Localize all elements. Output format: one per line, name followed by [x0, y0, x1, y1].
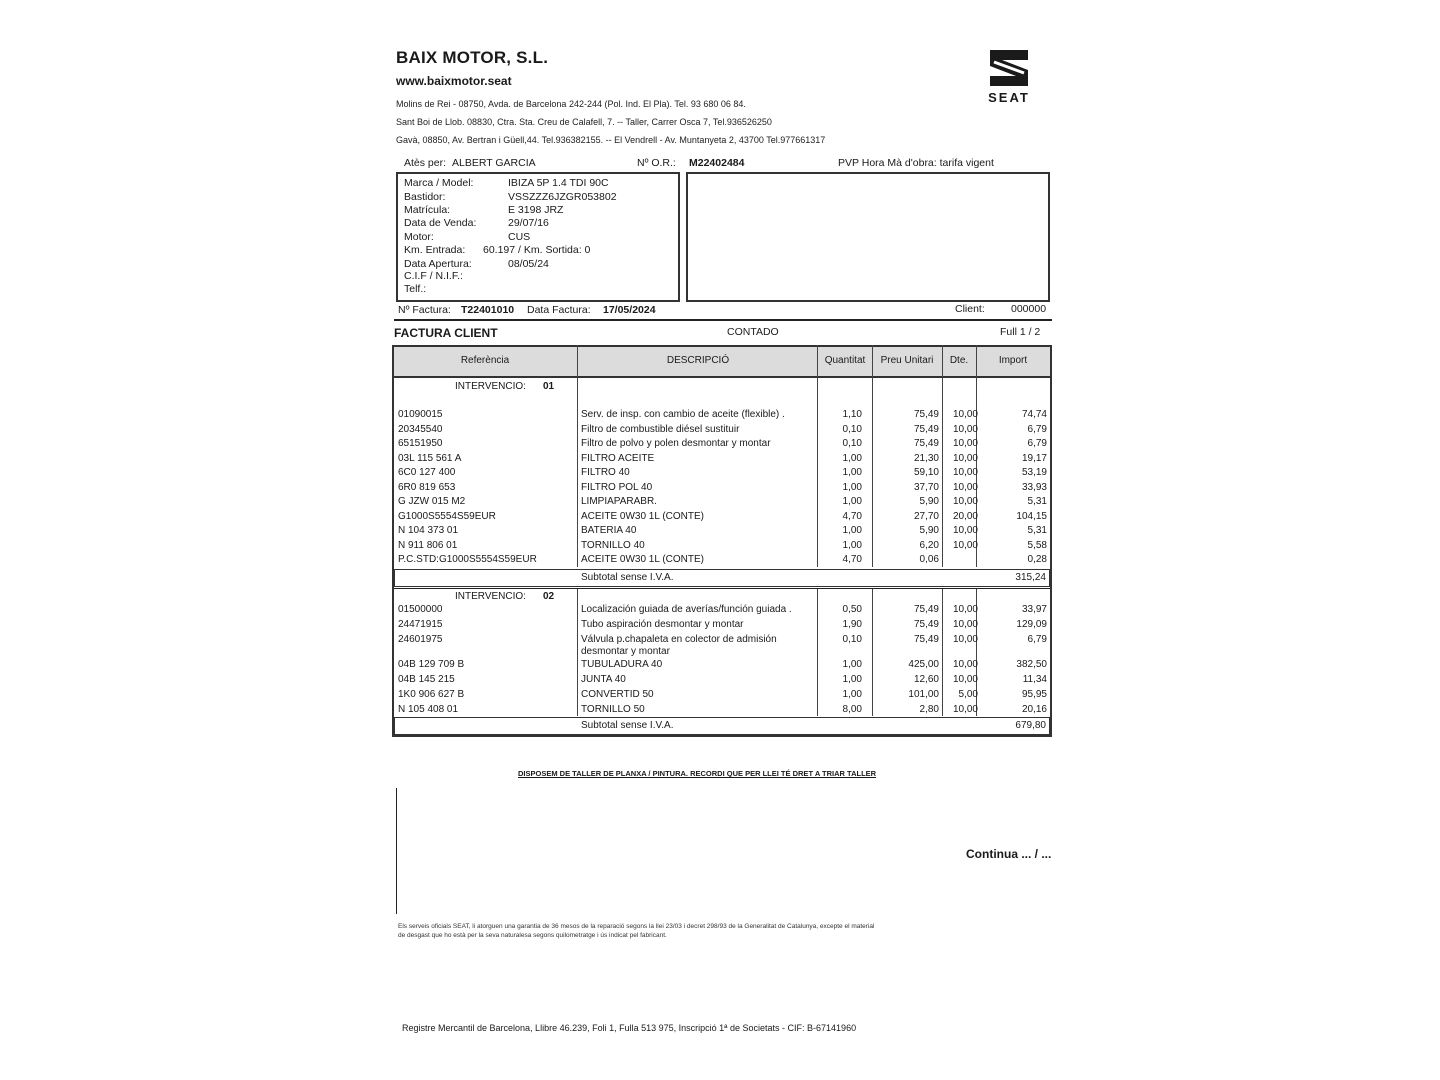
- row-unit-price: 2,80: [919, 704, 939, 715]
- row-reference: G1000S5554S59EUR: [398, 510, 496, 522]
- invoice-title: FACTURA CLIENT: [394, 326, 498, 340]
- row-quantity: 0,50: [842, 604, 862, 615]
- row-amount: 104,15: [1016, 510, 1047, 522]
- row-reference: 01500000: [398, 604, 443, 615]
- row-reference: 03L 115 561 A: [398, 452, 462, 464]
- column-divider: [577, 588, 578, 716]
- row-quantity: 0,10: [842, 423, 862, 435]
- row-unit-price: 0,06: [919, 554, 939, 565]
- notes-box: [686, 172, 1050, 302]
- row-quantity: 1,00: [842, 674, 862, 685]
- row-quantity: 1,00: [842, 689, 862, 700]
- row-quantity: 0,10: [842, 634, 862, 645]
- row-quantity: 1,10: [842, 409, 862, 420]
- intervention-label: INTERVENCIO:: [455, 381, 526, 392]
- row-description: TORNILLO 50: [581, 704, 645, 715]
- row-discount: 10,00: [952, 539, 978, 551]
- row-reference: G JZW 015 M2: [398, 496, 466, 507]
- company-name: BAIX MOTOR, S.L.: [396, 48, 549, 67]
- row-unit-price: 425,00: [908, 659, 939, 670]
- invoice-number-label: Nº Factura:: [398, 304, 451, 316]
- row-amount: 53,19: [1021, 467, 1047, 478]
- company-address-3: Gavà, 08850, Av. Bertran i Güell,44. Tel.936382155. -- El Vendrell - Av. Muntanyeta 2, 43700 Tel.977661317: [396, 135, 826, 145]
- row-amount: 0,28: [1027, 554, 1047, 565]
- column-divider: [577, 345, 578, 567]
- row-unit-price: 75,49: [913, 438, 939, 449]
- vehicle-label: Bastidor:: [404, 191, 446, 203]
- row-quantity: 4,70: [842, 510, 862, 522]
- row-description: Filtro de combustible diésel sustituir: [581, 423, 740, 435]
- row-description: Localización guiada de averías/función guiada .: [581, 604, 792, 615]
- vehicle-value: 60.197 / Km. Sortida: 0: [483, 244, 591, 256]
- attended-label: Atès per:: [404, 157, 447, 169]
- client-number: 000000: [1011, 303, 1047, 315]
- row-description: FILTRO ACEITE: [581, 452, 655, 464]
- vehicle-value: E 3198 JRZ: [508, 204, 564, 216]
- row-amount: 20,16: [1021, 704, 1047, 715]
- row-discount: 10,00: [952, 423, 978, 435]
- row-reference: 65151950: [398, 438, 443, 449]
- row-reference: N 911 806 01: [398, 539, 458, 551]
- row-description: ACEITE 0W30 1L (CONTE): [581, 510, 704, 522]
- guarantee-line-1: Els serveis oficials SEAT, li atorguen una garantia de 36 mesos de la reparació segons la llei 23/03 i decret 298/93 de la Generalitat de Catalunya, excepte el material: [398, 923, 875, 930]
- row-amount: 74,74: [1021, 409, 1047, 420]
- row-unit-price: 75,49: [913, 634, 939, 645]
- row-description: FILTRO 40: [581, 467, 630, 478]
- row-discount: 10,00: [952, 604, 978, 615]
- row-discount: 10,00: [952, 467, 978, 478]
- row-description: TUBULADURA 40: [581, 659, 663, 670]
- vehicle-label: Data de Venda:: [404, 217, 477, 229]
- row-quantity: 1,00: [842, 452, 862, 464]
- subtotal-value: 679,80: [1015, 720, 1046, 731]
- row-unit-price: 75,49: [913, 409, 939, 420]
- row-reference: 6R0 819 653: [398, 481, 456, 493]
- row-description-continued: desmontar y montar: [581, 646, 670, 657]
- vehicle-label: Km. Entrada:: [404, 244, 466, 256]
- workshop-notice: DISPOSEM DE TALLER DE PLANXA / PINTURA. RECORDI QUE PER LLEI TÉ DRET A TRIAR TALLER: [518, 769, 877, 778]
- divider: [394, 588, 1050, 589]
- or-number: M22402484: [689, 157, 745, 169]
- row-discount: 10,00: [952, 704, 978, 715]
- row-reference: 04B 129 709 B: [398, 659, 465, 670]
- vehicle-label: C.I.F / N.I.F.:: [404, 270, 463, 282]
- row-quantity: 0,10: [842, 438, 862, 449]
- row-amount: 6,79: [1027, 423, 1047, 435]
- row-discount: 10,00: [952, 674, 978, 685]
- row-amount: 11,34: [1022, 674, 1047, 685]
- row-reference: 6C0 127 400: [398, 467, 456, 478]
- seat-logo: [972, 48, 1046, 110]
- row-amount: 5,31: [1027, 496, 1047, 507]
- header-quantity: Quantitat: [824, 355, 866, 366]
- row-unit-price: 27,70: [913, 510, 939, 522]
- company-website: www.baixmotor.seat: [396, 74, 512, 88]
- brand-wordmark: SEAT: [988, 90, 1030, 105]
- continued-label: Continua ... / ...: [966, 847, 1052, 861]
- row-description: CONVERTID 50: [581, 689, 654, 700]
- margin-line: [396, 788, 397, 914]
- row-discount: 10,00: [952, 525, 978, 536]
- row-reference: P.C.STD:G1000S5554S59EUR: [398, 554, 537, 565]
- row-quantity: 1,00: [842, 539, 862, 551]
- intervention-number: 02: [543, 591, 555, 602]
- row-unit-price: 101,00: [908, 689, 939, 700]
- row-description: JUNTA 40: [581, 674, 626, 685]
- row-amount: 6,79: [1027, 634, 1047, 645]
- row-amount: 33,97: [1021, 604, 1047, 615]
- row-discount: 10,00: [952, 409, 978, 420]
- row-reference: 1K0 906 627 B: [398, 689, 465, 700]
- row-unit-price: 5,90: [919, 496, 939, 507]
- row-quantity: 1,00: [842, 481, 862, 493]
- row-quantity: 1,00: [842, 659, 862, 670]
- row-unit-price: 21,30: [913, 452, 939, 464]
- vehicle-value: 29/07/16: [508, 217, 549, 229]
- row-unit-price: 75,49: [913, 423, 939, 435]
- vehicle-label: Matrícula:: [404, 204, 451, 216]
- subtotal-row: [394, 717, 1050, 735]
- row-reference: 24471915: [398, 619, 443, 630]
- row-reference: 01090015: [398, 409, 443, 420]
- header-reference: Referència: [460, 355, 510, 366]
- guarantee-line-2: de desgast que ho està per la seva naturalesa segons quilometratge i ús indicat pel fabricant.: [398, 932, 667, 939]
- vehicle-label: Data Apertura:: [404, 258, 472, 270]
- row-discount: 10,00: [952, 438, 978, 449]
- row-discount: 10,00: [952, 452, 978, 464]
- vehicle-value: VSSZZZ6JZGR053802: [508, 191, 617, 203]
- invoice-date: 17/05/2024: [603, 304, 656, 316]
- row-discount: 20,00: [952, 510, 978, 522]
- company-address-1: Molins de Rei - 08750, Avda. de Barcelona 242-244 (Pol. Ind. El Pla). Tel. 93 680 06 84.: [396, 99, 746, 109]
- row-unit-price: 75,49: [913, 604, 939, 615]
- registry-info: Registre Mercantil de Barcelona, Llibre 46.239, Foli 1, Fulla 513 975, Inscripció 1ª de Societats - CIF: B-67141960: [402, 1023, 857, 1033]
- intervention-number: 01: [543, 381, 555, 392]
- row-description: TORNILLO 40: [581, 539, 645, 551]
- vehicle-value: 08/05/24: [508, 258, 549, 270]
- intervention-label: INTERVENCIO:: [455, 591, 526, 602]
- subtotal-value: 315,24: [1015, 572, 1046, 583]
- vehicle-label: Marca / Model:: [404, 177, 474, 189]
- payment-type: CONTADO: [727, 326, 779, 338]
- row-reference: 20345540: [398, 423, 443, 435]
- row-description: Filtro de polvo y polen desmontar y montar: [581, 438, 771, 449]
- subtotal-label: Subtotal sense I.V.A.: [581, 572, 674, 583]
- row-description: LIMPIAPARABR.: [581, 496, 657, 507]
- subtotal-label: Subtotal sense I.V.A.: [581, 720, 674, 731]
- row-quantity: 1,90: [842, 619, 862, 630]
- row-reference: N 104 373 01: [398, 525, 459, 536]
- row-description: Tubo aspiración desmontar y montar: [581, 619, 744, 630]
- vehicle-value: CUS: [508, 231, 531, 243]
- row-discount: 10,00: [952, 619, 978, 630]
- row-quantity: 1,00: [842, 496, 862, 507]
- row-discount: 10,00: [952, 659, 978, 670]
- invoice-date-label: Data Factura:: [527, 304, 591, 316]
- row-reference: 24601975: [398, 634, 443, 645]
- attended-by: ALBERT GARCIA: [452, 157, 536, 169]
- row-unit-price: 5,90: [919, 525, 939, 536]
- row-quantity: 1,00: [842, 467, 862, 478]
- row-amount: 19,17: [1021, 452, 1047, 464]
- client-label: Client:: [955, 303, 985, 315]
- row-amount: 5,31: [1027, 525, 1047, 536]
- vehicle-value: IBIZA 5P 1.4 TDI 90C: [508, 177, 609, 189]
- row-discount: 5,00: [958, 689, 978, 700]
- row-description: BATERIA 40: [581, 525, 637, 536]
- row-quantity: 8,00: [842, 704, 862, 715]
- row-reference: N 105 408 01: [398, 704, 459, 715]
- invoice-number: T22401010: [461, 304, 515, 316]
- row-description: FILTRO POL 40: [581, 481, 653, 493]
- vehicle-label: Telf.:: [404, 283, 427, 295]
- or-label: Nº O.R.:: [637, 157, 676, 169]
- pvp-note: PVP Hora Mà d'obra: tarifa vigent: [838, 157, 994, 169]
- row-quantity: 1,00: [842, 525, 862, 536]
- row-amount: 33,93: [1021, 481, 1047, 493]
- row-amount: 6,79: [1027, 438, 1047, 449]
- row-unit-price: 12,60: [913, 674, 939, 685]
- subtotal-row: [394, 569, 1050, 587]
- header-unit-price: Preu Unitari: [880, 355, 934, 366]
- row-discount: 10,00: [952, 634, 978, 645]
- row-unit-price: 59,10: [913, 467, 939, 478]
- company-address-2: Sant Boi de Llob. 08830, Ctra. Sta. Creu de Calafell, 7. -- Taller, Carrer Osca 7, Tel.936526250: [396, 117, 772, 127]
- vehicle-label: Motor:: [404, 231, 434, 243]
- row-discount: 10,00: [952, 496, 978, 507]
- row-amount: 95,95: [1021, 689, 1047, 700]
- row-unit-price: 75,49: [913, 619, 939, 630]
- header-discount: Dte.: [949, 355, 969, 366]
- row-reference: 04B 145 215: [398, 674, 455, 685]
- page-number: Full 1 / 2: [1000, 326, 1041, 338]
- row-discount: 10,00: [952, 481, 978, 493]
- row-description: Serv. de insp. con cambio de aceite (flexible) .: [581, 409, 785, 420]
- row-amount: 382,50: [1016, 659, 1047, 670]
- row-amount: 5,58: [1027, 539, 1047, 551]
- header-description: DESCRIPCIÓ: [666, 355, 730, 366]
- row-quantity: 4,70: [842, 554, 862, 565]
- row-amount: 129,09: [1016, 619, 1047, 630]
- row-unit-price: 37,70: [913, 481, 939, 493]
- divider: [394, 319, 1052, 321]
- header-amount: Import: [998, 355, 1028, 366]
- row-unit-price: 6,20: [919, 539, 939, 551]
- row-description: ACEITE 0W30 1L (CONTE): [581, 554, 704, 565]
- row-description: Válvula p.chapaleta en colector de admisión: [581, 634, 777, 645]
